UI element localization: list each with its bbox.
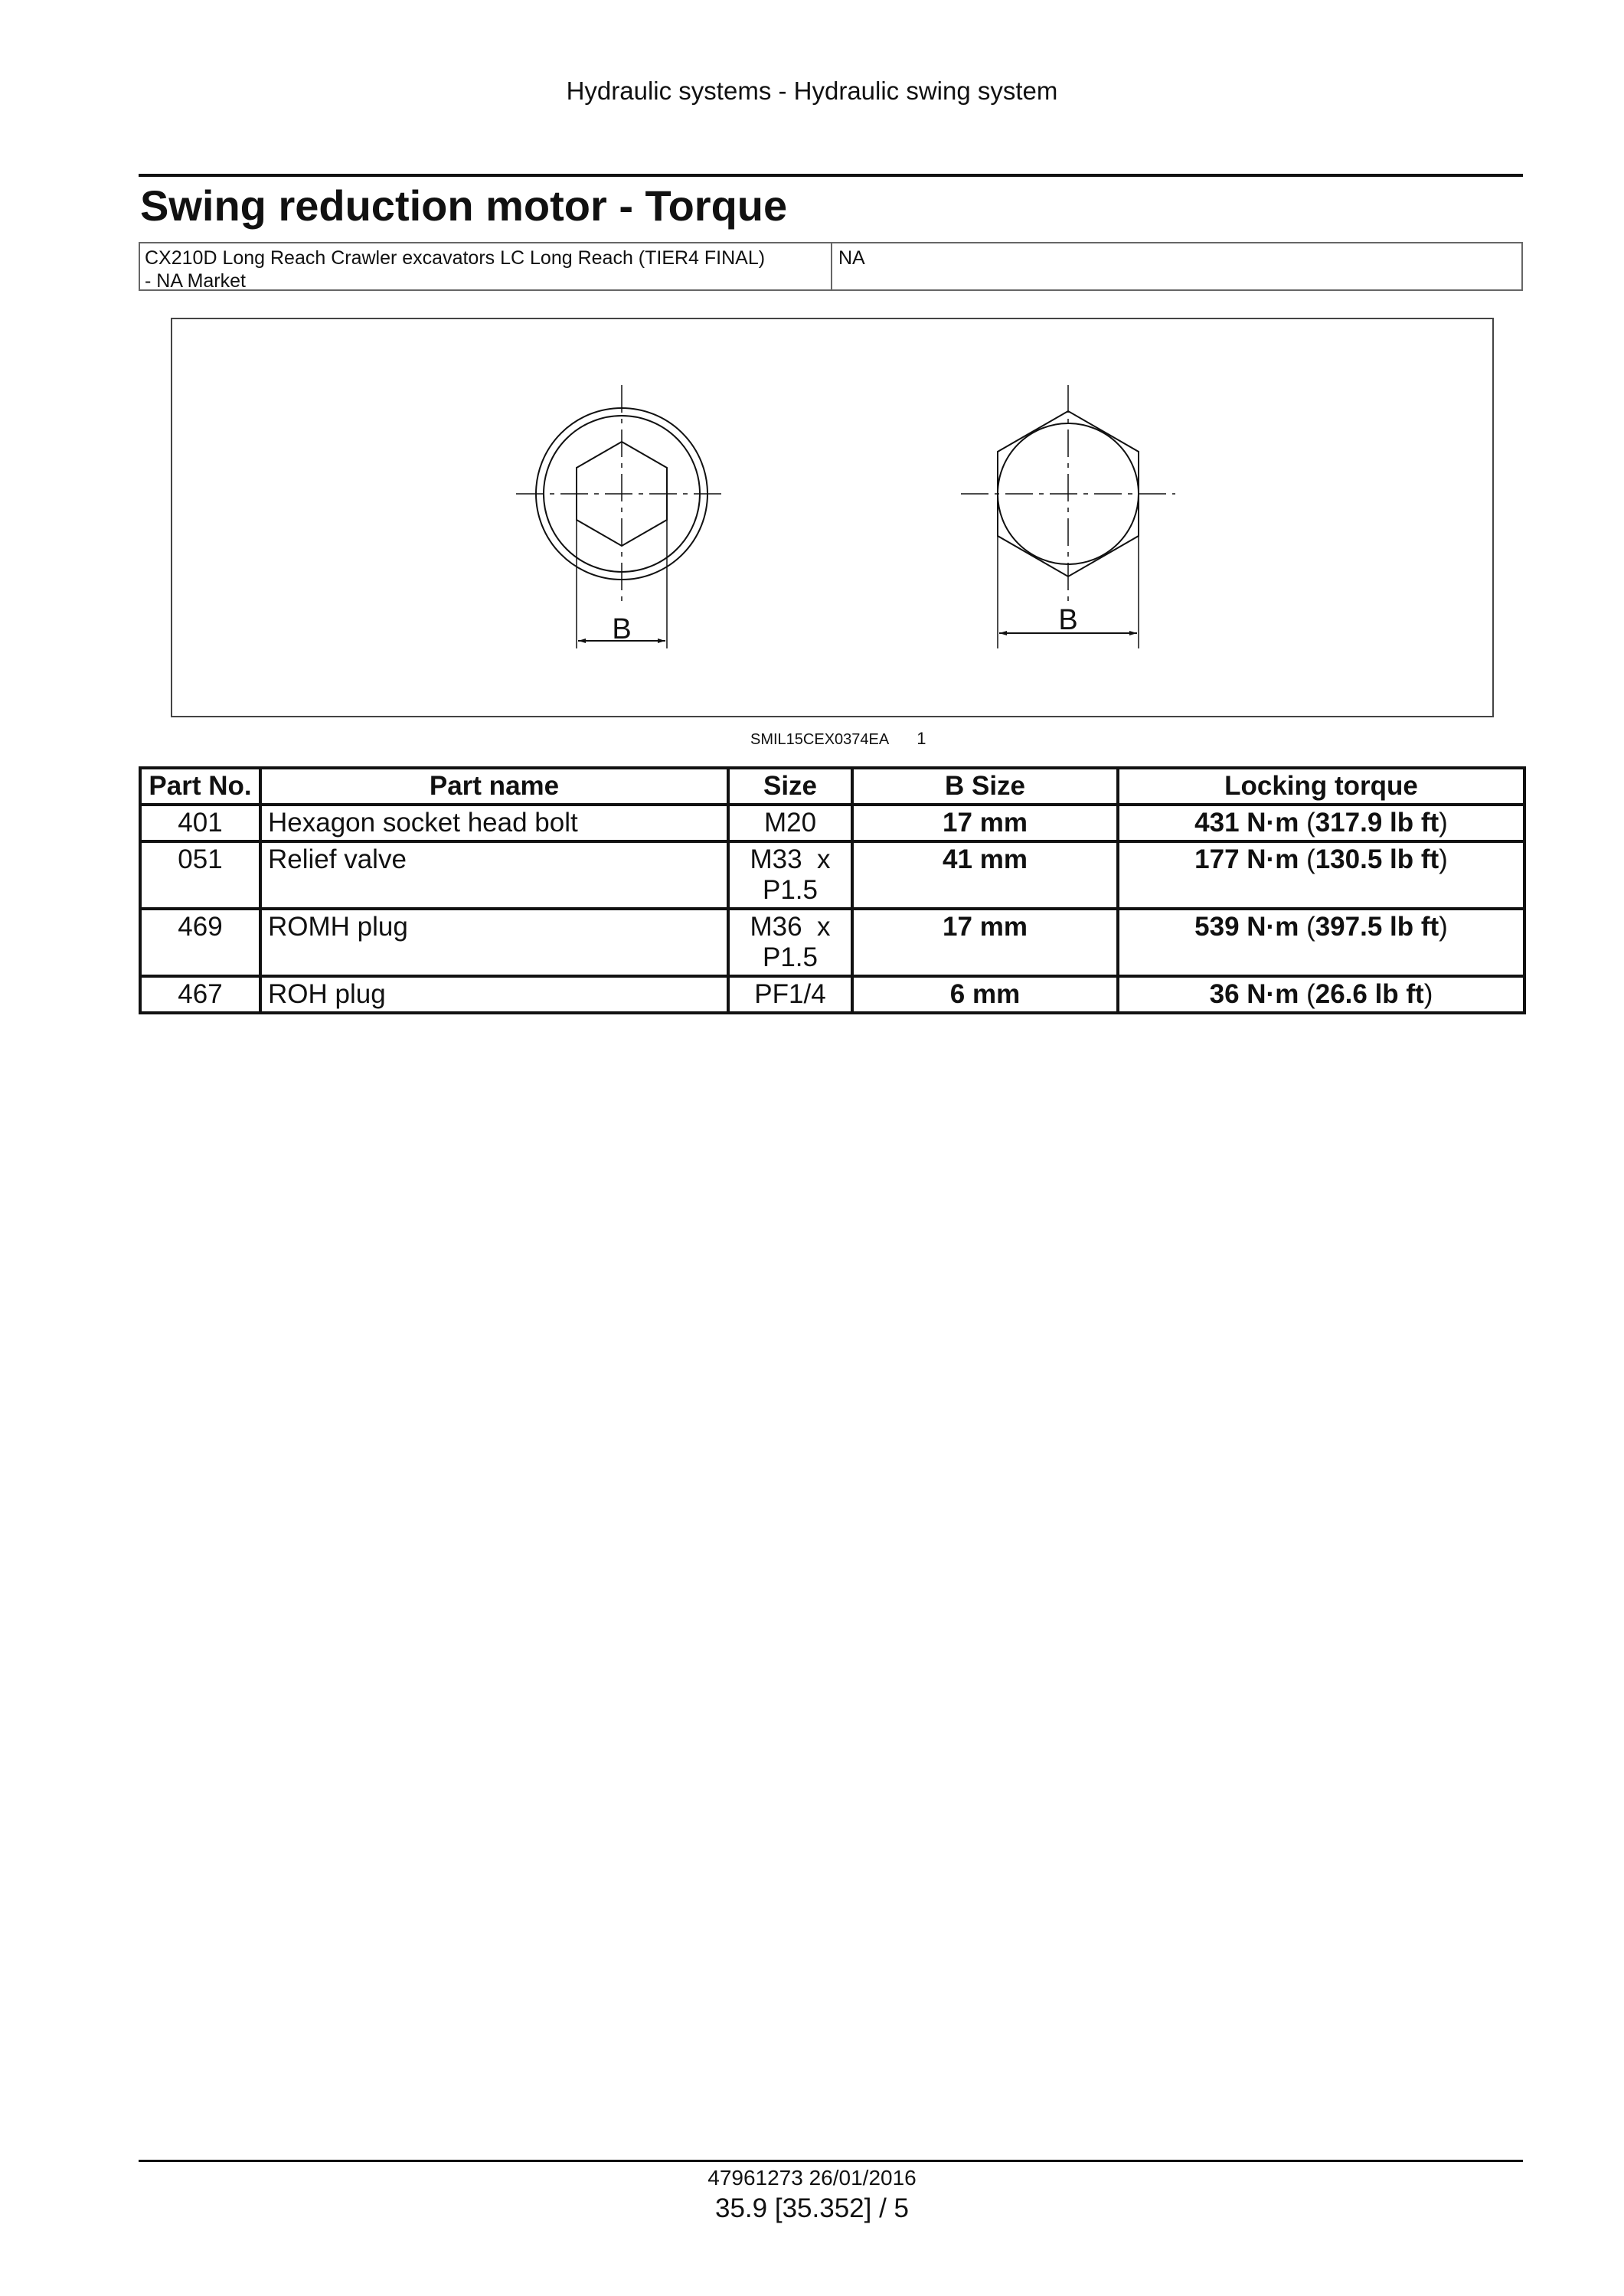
title-rule — [139, 174, 1523, 177]
header-part-no: Part No. — [140, 768, 260, 805]
socket-head-drawing — [516, 385, 727, 648]
part-name: ROH plug — [260, 976, 728, 1013]
header-part-name: Part name — [260, 768, 728, 805]
size-line1: PF1/4 — [754, 979, 826, 1009]
size-line1: M20 — [763, 808, 817, 838]
header-b-size: B Size — [852, 768, 1118, 805]
footer-rule — [139, 2160, 1523, 2162]
torque-metric: 431 N·m — [1194, 808, 1299, 838]
torque-imperial: 397.5 lb ft — [1315, 912, 1439, 942]
torque-metric: 539 N·m — [1194, 912, 1299, 942]
torque-imperial: 26.6 lb ft — [1315, 979, 1424, 1009]
part-no: 401 — [140, 805, 260, 841]
figure-caption — [750, 729, 926, 749]
torque-table — [139, 766, 1526, 1014]
applicability-model — [140, 243, 832, 292]
size — [728, 909, 852, 976]
left-b-label: B — [612, 613, 632, 645]
table-row — [140, 841, 1524, 909]
size-line2: P1.5 — [763, 875, 818, 905]
applicability-table — [139, 242, 1523, 291]
part-name: ROMH plug — [260, 909, 728, 976]
bolt-head-diagram — [172, 319, 1495, 719]
header-locking-torque: Locking torque — [1118, 768, 1524, 805]
table-row — [140, 909, 1524, 976]
b-size: 41 mm — [852, 841, 1118, 909]
applicability-market: NA — [838, 247, 865, 269]
size-line1: M33 x — [750, 844, 831, 874]
b-size: 17 mm — [852, 805, 1118, 841]
table-row — [140, 976, 1524, 1013]
torque-metric: 36 N·m — [1209, 979, 1299, 1009]
b-size: 17 mm — [852, 909, 1118, 976]
page-title: Swing reduction motor - Torque — [140, 181, 788, 230]
size — [728, 976, 852, 1013]
locking-torque: 539 N·m (397.5 lb ft) — [1118, 909, 1524, 976]
figure-code: SMIL15CEX0374EA — [750, 731, 890, 748]
table-row — [140, 805, 1524, 841]
header-size: Size — [728, 768, 852, 805]
torque-imperial: 130.5 lb ft — [1315, 844, 1439, 874]
locking-torque: 177 N·m (130.5 lb ft) — [1118, 841, 1524, 909]
running-header: Hydraulic systems - Hydraulic swing system — [566, 77, 1058, 105]
part-no: 051 — [140, 841, 260, 909]
table-header-row — [140, 768, 1524, 805]
torque-imperial: 317.9 lb ft — [1315, 808, 1439, 838]
locking-torque: 36 N·m (26.6 lb ft) — [1118, 976, 1524, 1013]
footer-page-ref: 35.9 [35.352] / 5 — [715, 2193, 909, 2223]
part-name: Relief valve — [260, 841, 728, 909]
torque-metric: 177 N·m — [1194, 844, 1299, 874]
size-line2: P1.5 — [763, 942, 818, 972]
figure-number: 1 — [917, 729, 926, 748]
right-b-label: B — [1058, 604, 1078, 636]
size-line1: M36 x — [750, 912, 831, 942]
part-no: 467 — [140, 976, 260, 1013]
size — [728, 841, 852, 909]
locking-torque: 431 N·m (317.9 lb ft) — [1118, 805, 1524, 841]
figure-frame — [171, 318, 1494, 717]
b-size: 6 mm — [852, 976, 1118, 1013]
part-name: Hexagon socket head bolt — [260, 805, 728, 841]
applicability-model-line1: CX210D Long Reach Crawler excavators LC Long Reach (TIER4 FINAL) — [145, 247, 766, 269]
part-no: 469 — [140, 909, 260, 976]
footer-doc-info: 47961273 26/01/2016 — [707, 2166, 917, 2190]
size — [728, 805, 852, 841]
applicability-model-line2: - NA Market — [145, 270, 246, 292]
